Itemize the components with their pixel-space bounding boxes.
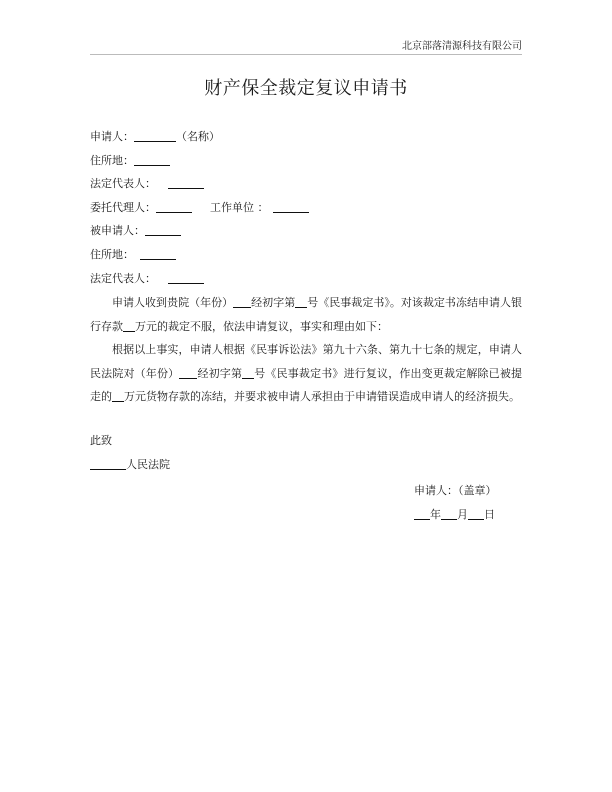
work-unit-label: 工作单位 ：: [210, 201, 269, 214]
address2-blank[interactable]: [140, 248, 176, 260]
header-divider: [90, 54, 522, 55]
day-blank[interactable]: [468, 508, 484, 520]
agent-blank[interactable]: [156, 201, 192, 213]
address2-line: [90, 248, 176, 262]
salutation: 此致: [90, 434, 112, 447]
para1-blank-3[interactable]: [123, 320, 135, 332]
respondent-blank[interactable]: [145, 224, 181, 236]
header-company: 北京部落清源科技有限公司: [402, 41, 522, 52]
document-title: 财产保全裁定复议申请书: [204, 78, 408, 99]
agent-label: 委托代理人：: [90, 201, 156, 214]
para1-text-d: 万元的裁定不服，依法申请复议，事实和理由如下：: [135, 319, 388, 333]
signature-applicant: 申请人：（盖章）: [414, 484, 497, 497]
para2-text-c: 号《民事裁定书》进行复议，作出变更裁定解除已被提走的: [90, 366, 522, 403]
para2-text-a: 根据以上事实，申请人根据《民事诉讼法》第九十六条、第九十七条的规定，申请人民法院对（年份）: [90, 343, 522, 380]
court-blank[interactable]: [90, 458, 126, 470]
para2-blank-3[interactable]: [112, 390, 124, 402]
legal-rep-label: 法定代表人：: [90, 177, 156, 190]
respondent-label: 被申请人：: [90, 224, 145, 237]
applicant-label: 申请人：: [90, 130, 134, 143]
para1-text-b: 经初字第: [251, 296, 296, 309]
para1-text-a: 申请人收到贵院（年份）: [112, 296, 234, 309]
address-line: [90, 154, 170, 168]
respondent-line: [90, 224, 181, 238]
para2-text-d: 万元货物存款的冻结，并要求被申请人承担由于申请错误造成申请人的经济损失。: [124, 390, 520, 403]
legal-rep2-blank[interactable]: [168, 272, 204, 284]
para2-blank-2[interactable]: [242, 367, 254, 379]
legal-rep2-line: [90, 272, 204, 286]
para1-blank-1[interactable]: [233, 296, 251, 308]
legal-rep2-label: 法定代表人：: [90, 272, 156, 285]
address2-label: 住所地：: [90, 248, 134, 261]
applicant-blank[interactable]: [134, 130, 176, 142]
para2-text-b: 经初字第: [197, 366, 243, 380]
para2-blank-1[interactable]: [179, 367, 197, 379]
court-label: 人民法院: [126, 458, 170, 471]
para1-text-c: 号《民事裁定书》。对该裁定书冻结申请人银行存款: [90, 296, 523, 333]
work-unit-blank[interactable]: [273, 201, 309, 213]
legal-rep-line: [90, 177, 204, 191]
applicant-note: （名称）: [176, 130, 220, 143]
year-label: 年: [430, 508, 441, 521]
signature-date: [414, 506, 495, 522]
legal-rep-blank[interactable]: [168, 177, 204, 189]
day-label: 日: [484, 508, 495, 521]
paragraph-1: [90, 291, 522, 338]
agent-line: [90, 201, 309, 215]
court-line: [90, 458, 170, 472]
month-label: 月: [457, 508, 468, 521]
month-blank[interactable]: [441, 508, 457, 520]
applicant-line: [90, 130, 220, 144]
para1-blank-2[interactable]: [295, 296, 307, 308]
year-blank[interactable]: [414, 508, 430, 520]
address-blank[interactable]: [134, 154, 170, 166]
paragraph-2: [90, 338, 522, 409]
address-label: 住所地：: [90, 154, 134, 167]
